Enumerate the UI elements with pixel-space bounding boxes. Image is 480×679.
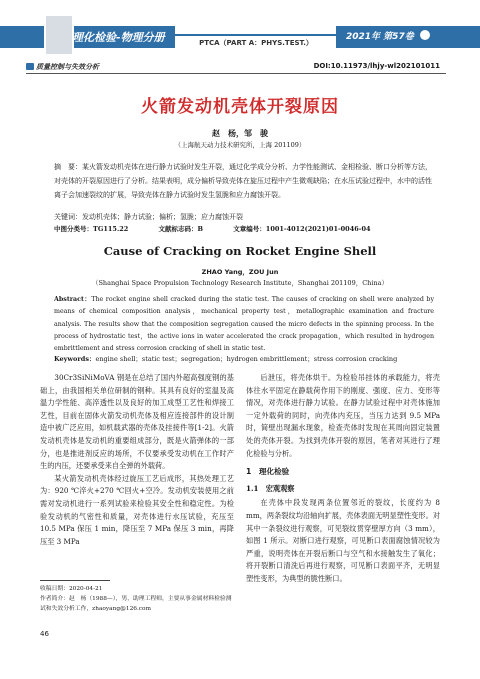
affiliation-cn: （上海航天动力技术研究所，上海 201109） [174, 141, 306, 149]
doi[interactable]: DOI:10.11973/lhjy-wl202101011 [313, 62, 440, 70]
footnote-author-bio: 作者简介：赵 杨（1988—），男，助理工程师，主要从事金属材料检验测试和失效分析工作，zhaoyang@126.com [40, 596, 232, 612]
journal-name-cn: 理化检验-物理分册 [72, 31, 165, 44]
abstract-en-text: The rocket engine shell cracked during the static test. The causes of cracking on shell were analyzed by means of chemical composition analysis，mechanical property test，metallographic examination and fracture analysis. The results show that the composition segregation caused the micro defects in the spinning process. In the process of hydrostatic test，the active ions in water accelerated the crack propagation，which resulted in hydrogen embrittlement and stress corrosion cracking of shell in static test. [54, 296, 435, 353]
page-number: 46 [40, 630, 49, 638]
body-paragraph: 在壳体中段发现两条位置邻近的裂纹，长度约为 8 mm，两条裂纹均沿轴向扩展，壳体表面无明显塑性变形。对其中一条裂纹进行观察，可见裂纹贯穿壁厚方向（3 mm），如图 1 所示。对断口进行观察，可见断口表面腐蚀情况较为严重，说明壳体在开裂后断口与空气和水接触发生了氧化；将开裂断口清洗后再进行观察，可见断口表面平齐，无明显塑性变形，为典型的脆性断口。 [246, 498, 440, 583]
header-divider [26, 73, 446, 74]
section-tag: 质量控制与失效分析 [36, 63, 99, 71]
section-tag-icon [26, 63, 34, 70]
section-heading: 1 理化检验 [246, 467, 290, 477]
body-paragraph: 某火箭发动机壳体经过旋压工艺后成形，其热处理工艺为：920 ℃淬火+270 ℃回火+空冷。发动机安装使用之前需对发动机进行一系列试验来检验其安全性和稳定性。为检验发动机的气密性和质量，对壳体进行水压试验，充压至 10.5 MPa 保压 1 min，降压至 7 MPa 保压 3 min，再降压至 3 MPa [40, 473, 234, 546]
footnote-divider [40, 580, 110, 581]
journal-logo-icon [44, 14, 74, 56]
body-column-right [246, 372, 440, 586]
paper-title-cn: 火箭发动机壳体开裂原因 [141, 97, 339, 117]
footnote-received: 收稿日期：2020-04-21 [40, 586, 103, 592]
keywords-en-text: engine shell；static test；segregation；hydrogen embrittlement；stress corrosion cracking [95, 355, 398, 363]
footnote [40, 584, 236, 614]
journal-name-en: PTCA（PART A：PHYS.TEST.） [199, 39, 313, 47]
document-code: 文献标志码：B [158, 225, 204, 233]
header-rule [175, 34, 336, 36]
paper-title-en: Cause of Cracking on Rocket Engine Shell [103, 244, 377, 258]
body-paragraph: 30Cr3SiNiMoVA 钢是在总结了国内外超高强度钢的基础上，由我国相关单位研制的钢种。其具有良好的室温及高温力学性能、高淬透性以及良好的加工成型工艺性和焊接工艺性，目前在固体火箭发动机壳体及相应连接部件的设计制造中被广泛应用，如机载武器的壳体及挂接件等[1-2]。火箭发动机壳体是发动机的重要组成部分，既是火箭弹体的一部分，也是推进剂反应的场所，不仅要承受发动机在工作时产生的内压，还要承受来自全弹的外载荷。 [40, 373, 234, 471]
authors-cn: 赵 杨，邹 骏 [212, 128, 268, 138]
affiliation-en: （Shanghai Space Propulsion Technology Research Institute，Shanghai 201109，China） [91, 279, 389, 287]
abstract-en [54, 294, 434, 355]
keywords-en-label: Keywords： [54, 355, 96, 363]
abstract-en-label: Abstract： [54, 296, 92, 303]
authors-en: ZHAO Yang，ZOU Jun [201, 268, 279, 276]
article-number: 文章编号：1001-4012(2021)01-0046-04 [233, 225, 371, 233]
issue-circle-icon [420, 30, 430, 40]
clc-number: 中图分类号：TG115.22 [54, 225, 129, 233]
body-column-left [40, 372, 234, 548]
issue-info: 2021年 第57卷 [346, 32, 414, 42]
abstract-cn: 摘 要：某火箭发动机壳体在进行静力试验时发生开裂，通过化学成分分析、力学性能测试、金相检验、断口分析等方法，对壳体的开裂原因进行了分析。结果表明，成分偏析导致壳体在旋压过程中产生微观缺陷；在水压试验过程中，水中的活性离子会加速裂纹的扩展，导致壳体在静力试验时发生氢脆和应力腐蚀开裂。 [54, 163, 432, 199]
classification-line [54, 224, 434, 233]
keywords-cn: 关键词：发动机壳体；静力试验；偏析；氢脆；应力腐蚀开裂 [54, 213, 243, 221]
subsection-heading: 1.1 宏观观察 [246, 483, 295, 493]
body-paragraph: 后泄压，将壳体烘干。为检验吊挂体的承载能力，将壳体往水平固定在静载荷作用下的刚度、强度、应力、变形等情况，对壳体进行静力试验。在静力试验过程中对壳体施加一定外载荷的同时，向壳体内充压，当压力达到 9.5 MPa 时，简壁出现漏水现象，检查壳体时发现在其周向固定装置处的壳体开裂。为找到壳体开裂的原因，笔者对其进行了理化检验与分析。 [246, 373, 440, 458]
keywords-en [54, 354, 434, 363]
